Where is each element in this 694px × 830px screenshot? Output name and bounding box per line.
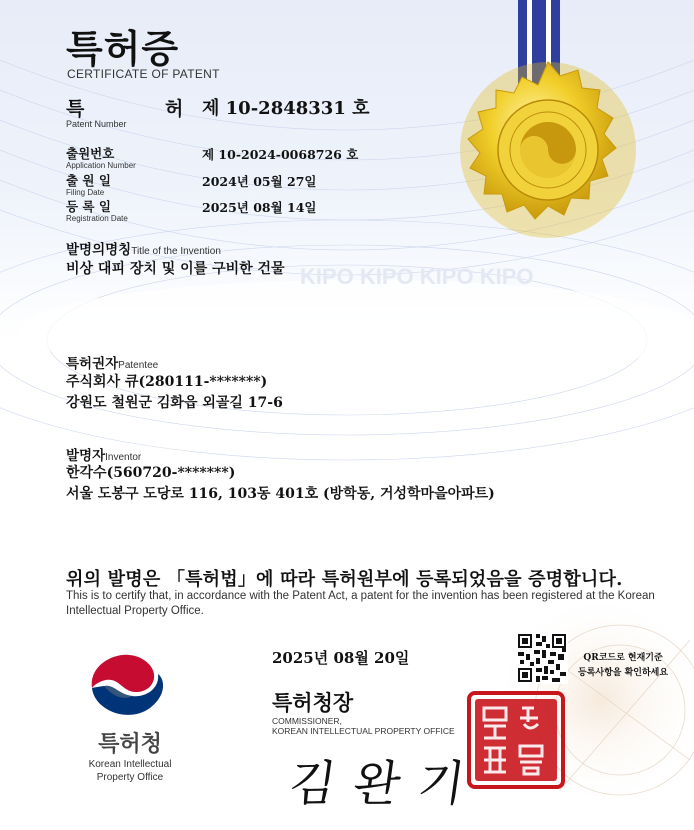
kipo-taeguk-logo-icon bbox=[84, 648, 174, 722]
commissioner-title: 특허청장 bbox=[272, 690, 354, 715]
kipo-name-en bbox=[60, 758, 200, 784]
qr-note-line2: 등록사항을 확인하세요 bbox=[578, 668, 669, 678]
certification-text-en: This is to certify that, in accordance with the Patent Act, a patent for the invention has been registered at the Korean Intellectual Property Office. bbox=[66, 590, 655, 617]
registration-date-value: 2025년 08월 14일 bbox=[202, 200, 317, 215]
patentee-label: 특허권자 bbox=[66, 356, 119, 372]
patentee-label-row bbox=[66, 352, 158, 373]
certification-text-ko: 위의 발명은 「특허법」에 따라 특허원부에 등록되었음을 증명합니다. bbox=[66, 569, 623, 590]
patentee-label-en: Patentee bbox=[118, 360, 159, 371]
patent-number-label-en: Patent Number bbox=[66, 119, 127, 129]
kipo-name-en-line1: Korean Intellectual bbox=[88, 759, 172, 770]
filing-date-label: 출 원 일 bbox=[66, 173, 111, 188]
application-number-label-en: Application Number bbox=[66, 161, 136, 170]
patent-number-value: 제 10-2848331 호 bbox=[202, 98, 370, 119]
kipo-name-en-line2: Property Office bbox=[96, 772, 164, 783]
filing-date-label-en: Filing Date bbox=[66, 188, 105, 197]
issue-date: 2025년 08월 20일 bbox=[272, 649, 410, 667]
certificate-title-en: CERTIFICATE OF PATENT bbox=[67, 67, 220, 81]
inventor-label: 발명자 bbox=[66, 448, 106, 464]
commissioner-title-en bbox=[272, 716, 492, 736]
patentee-address: 강원도 철원군 김화읍 외골길 17-6 bbox=[66, 395, 283, 411]
gold-medal-icon bbox=[460, 62, 636, 238]
qr-note-line1: QR코드로 현재기준 bbox=[583, 653, 663, 663]
application-number-label: 출원번호 bbox=[66, 146, 115, 161]
patentee-name: 주식회사 큐(280111-*******) bbox=[66, 374, 268, 390]
patent-number-label: 특 허 bbox=[66, 98, 221, 120]
commissioner-signature: 김완기 bbox=[285, 756, 487, 812]
qr-code-icon[interactable] bbox=[516, 632, 568, 684]
certificate-title: 특허증 bbox=[66, 26, 180, 71]
commissioner-title-en-line1: COMMISSIONER, bbox=[272, 716, 342, 726]
qr-note bbox=[578, 651, 668, 681]
filing-date-value: 2024년 05월 27일 bbox=[202, 174, 317, 189]
invention-title: 비상 대피 장치 및 이를 구비한 건물 bbox=[66, 261, 285, 277]
application-number-value: 제 10-2024-0068726 호 bbox=[202, 147, 359, 162]
kipo-name-ko: 특허청 bbox=[98, 731, 162, 757]
inventor-address: 서울 도봉구 도당로 116, 103동 401호 (방학동, 거성학마을아파트) bbox=[66, 486, 495, 502]
invention-title-label: 발명의명칭 bbox=[66, 242, 132, 258]
commissioner-title-en-line2: KOREAN INTELLECTUAL PROPERTY OFFICE bbox=[272, 726, 455, 736]
watermark-text: KIPO KIPO KIPO KIPO bbox=[300, 264, 534, 289]
registration-date-label-en: Registration Date bbox=[66, 214, 128, 223]
registration-date-label: 등 록 일 bbox=[66, 199, 111, 214]
inventor-label-en: Inventor bbox=[105, 452, 142, 463]
invention-title-label-en: Title of the Invention bbox=[131, 246, 221, 257]
invention-title-label-row bbox=[66, 238, 221, 259]
inventor-name: 한각수(560720-*******) bbox=[66, 465, 236, 481]
